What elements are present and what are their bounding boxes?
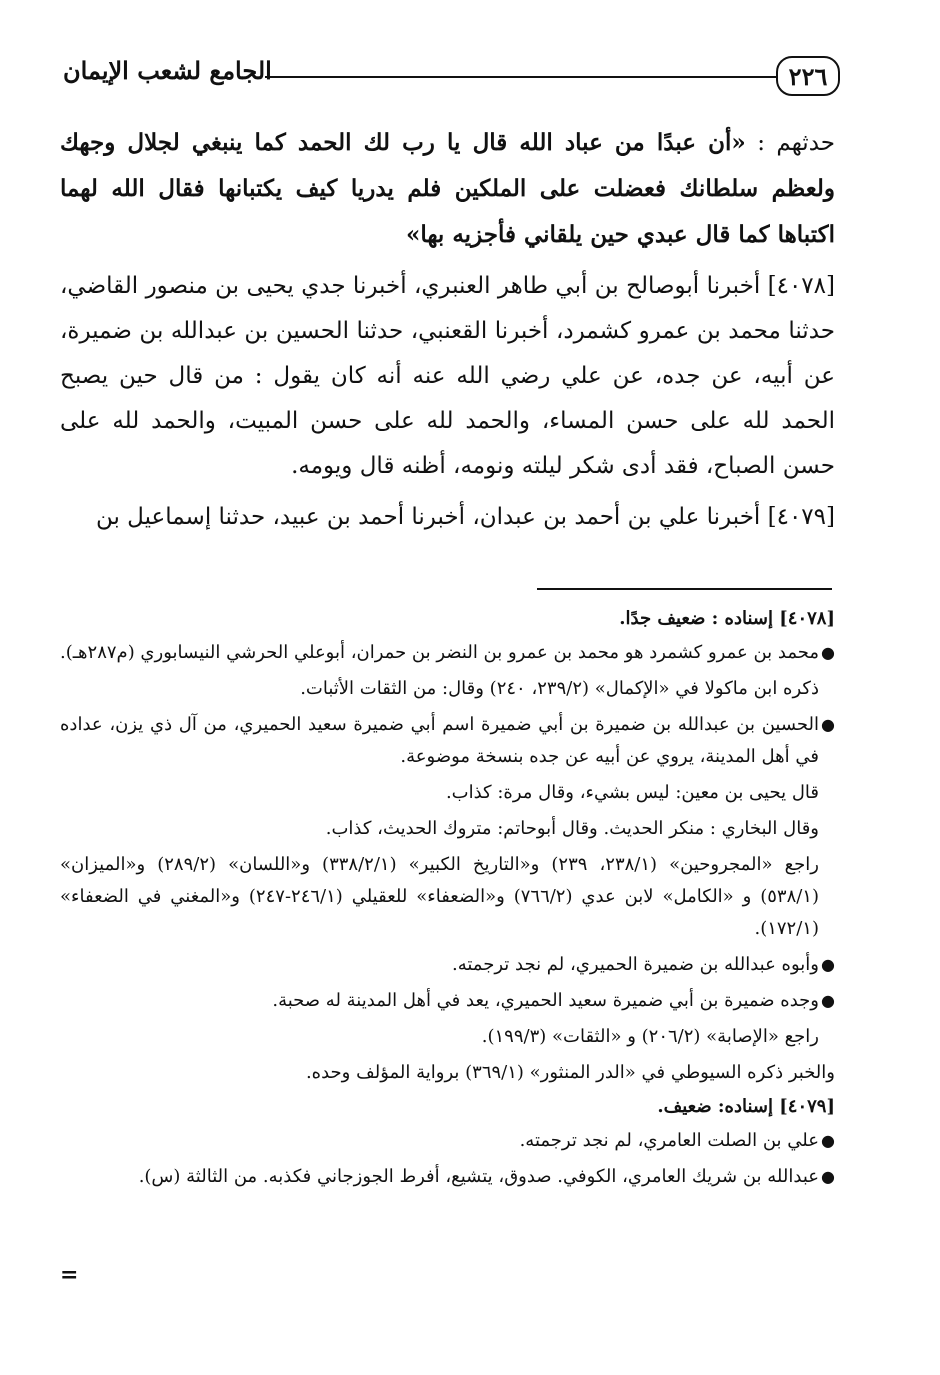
- footnote-list-4078-b: [60, 709, 835, 773]
- footnote-heading-4079: [٤٠٧٩] إسناده: ضعيف.: [657, 1096, 835, 1117]
- bullet-icon: ●: [821, 643, 835, 662]
- footnote-rule: [537, 588, 832, 590]
- footnote-heading-4078: [٤٠٧٨] إسناده : ضعيف جدًا.: [619, 608, 835, 629]
- page-header: [55, 52, 845, 104]
- footnote-continuation: ذكره ابن ماكولا في «الإكمال» (٢٣٩/٢، ٢٤٠) وقال: من الثقات الأثبات.: [300, 678, 819, 699]
- footnotes: [60, 603, 835, 1197]
- paragraph-4078: [٤٠٧٨] أخبرنا أبوصالح بن أبي طاهر العنبري، أخبرنا جدي يحيى بن منصور القاضي، حدثنا محمد بن عمرو كشمرد، أخبرنا القعنبي، حدثنا الحسين بن عبدالله بن ضميرة، عن أبيه، عن جده، عن علي رضي الله عنه أنه كان يقول : من قال حين يصبح الحمد لله على حسن المساء، والحمد لله على حسن المبيت، والحمد لله على حسن الصباح، فقد أدى شكر ليلته ونومه، أظنه قال ويومه.: [60, 273, 835, 479]
- list-item-text: وجده ضميرة بن أبي ضميرة سعيد الحميري، يعد في أهل المدينة له صحبة.: [272, 990, 819, 1011]
- list-item: [60, 709, 835, 773]
- bullet-icon: ●: [821, 1167, 835, 1186]
- hadith-quote: «أن عبدًا من عباد الله قال يا رب لك الحمد كما ينبغي لجلال وجهك ولعظم سلطانك فعضلت على الملكين فلم يدريا كيف يكتبانها فقال الله لهما اكتباها كما قال عبدي حين يلقاني فأجزيه بها»: [60, 129, 835, 248]
- page-number: ٢٢٦: [776, 56, 840, 96]
- paragraph-4079: [٤٠٧٩] أخبرنا علي بن أحمد بن عبدان، أخبرنا أحمد بن عبيد، حدثنا إسماعيل بن: [95, 504, 835, 530]
- list-item: [60, 949, 835, 981]
- footnote-continuation: راجع «الإصابة» (٢٠٦/٢) و «الثقات» (١٩٩/٣).: [481, 1026, 819, 1047]
- main-text: [60, 120, 835, 546]
- list-item: [60, 1161, 835, 1193]
- list-item: [60, 1125, 835, 1157]
- footnote-continuation: قال يحيى بن معين: ليس بشيء، وقال مرة: كذاب.: [445, 782, 819, 803]
- bullet-icon: ●: [821, 1131, 835, 1150]
- list-item-text: الحسين بن عبدالله بن ضميرة بن أبي ضميرة اسم أبي ضميرة سعيد الحميري، من آل ذي يزن، عداده في أهل المدينة، يروي عن أبيه عن جده بنسخة موضوعة.: [60, 714, 819, 767]
- footnote-list-4079: [60, 1125, 835, 1193]
- bullet-icon: ●: [821, 991, 835, 1010]
- footnote-list-4078: [60, 637, 835, 669]
- bullet-icon: ●: [821, 715, 835, 734]
- paragraph-lead: حدثهم :: [757, 130, 835, 156]
- paragraph-hadith-text: [60, 120, 835, 258]
- bullet-icon: ●: [821, 955, 835, 974]
- list-item: [60, 637, 835, 669]
- list-item-text: علي بن الصلت العامري، لم نجد ترجمته.: [519, 1130, 819, 1151]
- footnote-closing: والخبر ذكره السيوطي في «الدر المنثور» (٣٦٩/١) برواية المؤلف وحده.: [305, 1062, 835, 1083]
- footnote-continuation: وقال البخاري : منكر الحديث. وقال أبوحاتم: متروك الحديث، كذاب.: [325, 818, 819, 839]
- header-rule: [265, 76, 776, 78]
- list-item-text: وأبوه عبدالله بن ضميرة الحميري، لم نجد ترجمته.: [452, 954, 819, 975]
- list-item-text: محمد بن عمرو كشمرد هو محمد بن عمرو بن النضر بن حمران، أبوعلي الحرشي النيسابوري (م٢٨٧هـ).: [60, 642, 819, 663]
- footnote-continuation: راجع «المجروحين» (٢٣٨/١، ٢٣٩) و«التاريخ الكبير» (٣٣٨/٢/١) و«اللسان» (٢٨٩/٢) و«الميزان» (٥٣٨/١) و «الكامل» لابن عدي (٧٦٦/٢) و«الضعفاء» للعقيلي (٢٤٦/١-٢٤٧) و«المغني في الضعفاء» (١٧٢/١).: [60, 854, 820, 939]
- continuation-mark: =: [60, 1262, 79, 1288]
- list-item: [60, 985, 835, 1017]
- running-title: الجامع لشعب الإيمان: [63, 56, 272, 85]
- footnote-list-4078-c: [60, 949, 835, 1017]
- list-item-text: عبدالله بن شريك العامري، الكوفي. صدوق، يتشيع، أفرط الجوزجاني فكذبه. من الثالثة (س).: [138, 1166, 819, 1187]
